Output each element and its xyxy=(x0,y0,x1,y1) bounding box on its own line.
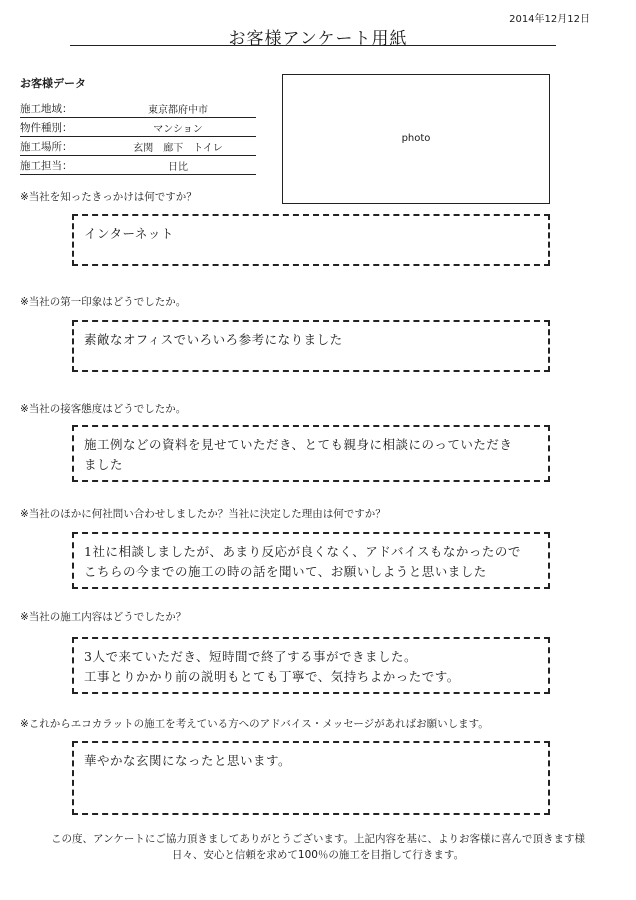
info-value: マンション xyxy=(153,124,203,135)
answer-box-other-companies xyxy=(72,532,550,589)
answer-box-customer-service xyxy=(72,425,550,482)
photo-box xyxy=(282,74,550,204)
answer-box-how-found xyxy=(72,214,550,266)
question-work-quality: ※当社の施工内容はどうでしたか？ xyxy=(20,611,187,623)
answer-line: 3人で来ていただき、短時間で終了する事ができました。 xyxy=(84,649,417,664)
answer-line: 工事とりかかり前の説明もとても丁寧で、気持ちよかったです。 xyxy=(84,669,460,684)
answer-box-work-quality xyxy=(72,637,550,694)
question-advice-message: ※これからエコカラットの施工を考えている方へのアドバイス・メッセージがあればお願いします。 xyxy=(20,718,489,730)
info-row-staff xyxy=(20,159,256,175)
info-label: 施工担当： xyxy=(20,160,73,172)
info-value: 玄関 廊下 トイレ xyxy=(133,143,223,154)
info-label: 施工地域： xyxy=(20,103,73,115)
question-customer-service: ※当社の接客態度はどうでしたか。 xyxy=(20,403,187,415)
answer-box-first-impression xyxy=(72,320,550,372)
question-first-impression: ※当社の第一印象はどうでしたか。 xyxy=(20,296,187,308)
info-value: 東京都府中市 xyxy=(148,105,208,116)
answer-line: ました xyxy=(84,457,124,472)
info-row-location xyxy=(20,140,256,156)
page-title: お客様アンケート用紙 xyxy=(228,29,408,49)
answer-line: インターネット xyxy=(84,226,174,241)
survey-date: 2014年12月12日 xyxy=(509,14,590,25)
answer-line: 1社に相談しましたが、あまり反応が良くなく、アドバイスもなかったので xyxy=(84,544,521,559)
info-row-area xyxy=(20,102,256,118)
question-how-found: ※当社を知ったきっかけは何ですか？ xyxy=(20,191,197,203)
info-row-property-type xyxy=(20,121,256,137)
answer-box-advice-message xyxy=(72,741,550,815)
info-value: 日比 xyxy=(168,162,188,173)
info-label: 物件種別： xyxy=(20,122,73,134)
answer-line: 施工例などの資料を見せていただき、とても親身に相談にのっていただき xyxy=(84,437,513,452)
answer-line: 華やかな玄関になったと思います。 xyxy=(84,753,292,768)
footer-thanks-line-2: 日々、安心と信頼を求めて100％の施工を目指して行きます。 xyxy=(171,849,465,861)
footer-thanks-line-1: この度、アンケートにご協力頂きましてありがとうございます。上記内容を基に、よりお客様に喜んで頂きます様 xyxy=(50,833,586,845)
info-label: 施工場所： xyxy=(20,141,73,153)
answer-line: 素敵なオフィスでいろいろ参考になりました xyxy=(84,332,343,347)
photo-label: photo xyxy=(401,133,431,144)
customer-data-heading: お客様データ xyxy=(20,77,86,90)
question-other-companies: ※当社のほかに何社問い合わせしましたか？当社に決定した理由は何ですか？ xyxy=(20,508,386,520)
title-underline xyxy=(70,45,556,46)
answer-line: こちらの今までの施工の時の話を聞いて、お願いしようと思いました xyxy=(84,564,487,579)
